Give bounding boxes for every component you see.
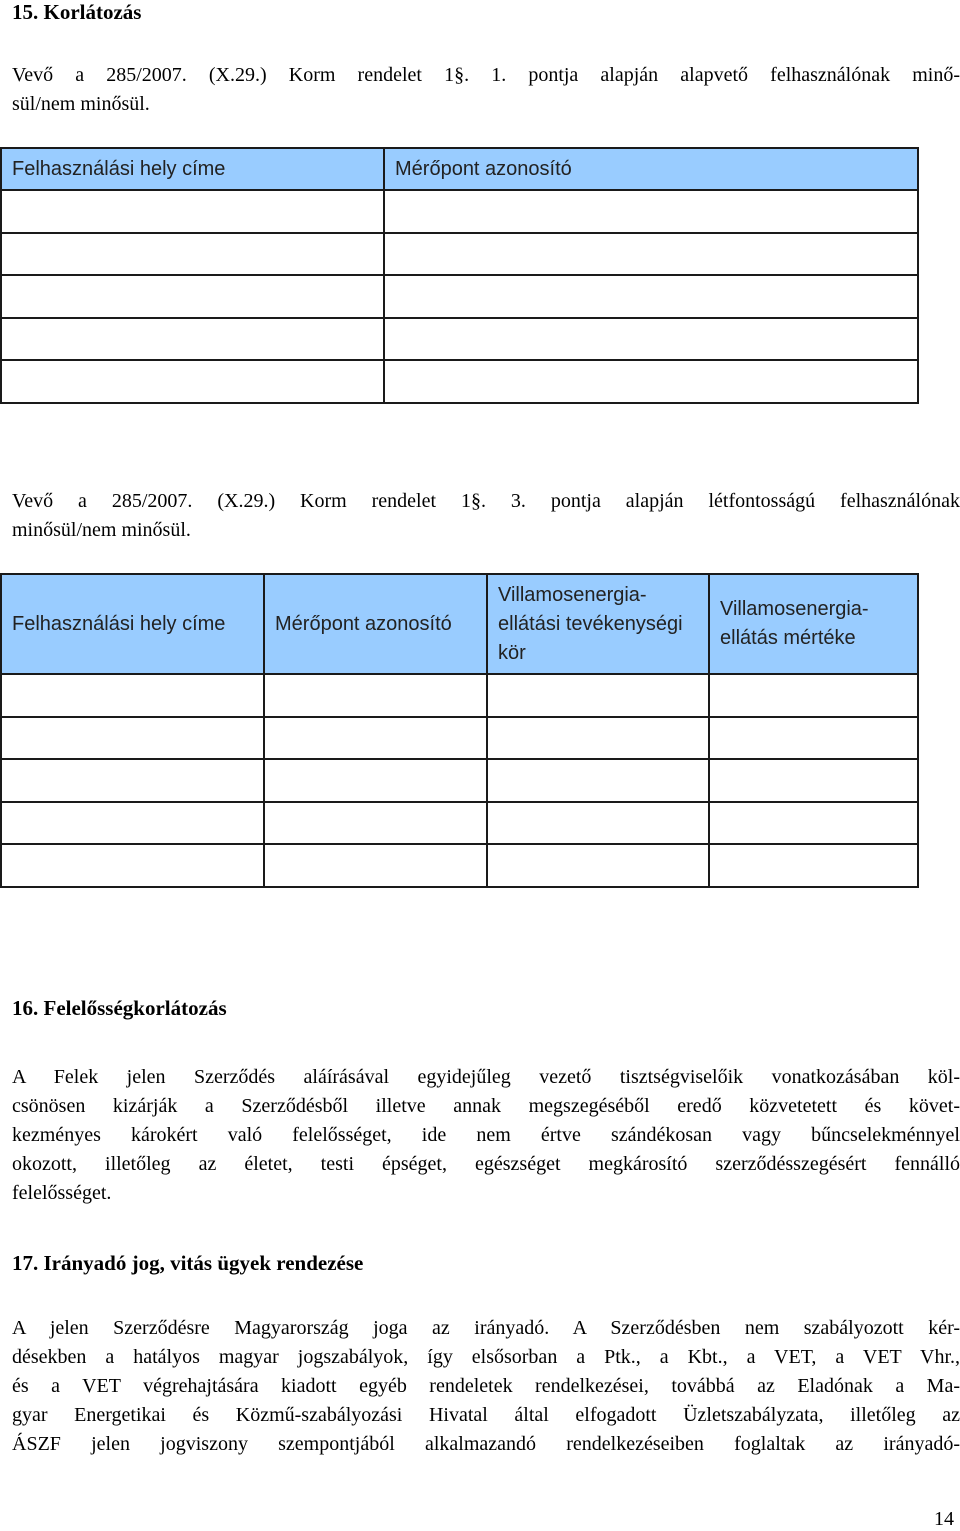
table-cell[interactable] [264,674,487,717]
section-16-heading: 16. Felelősségkorlátozás [12,996,227,1020]
text-line: A jelen Szerződésre Magyarország joga az irányadó. A Szerződésben nem szabályozott kér- [12,1317,960,1339]
table-cell[interactable] [384,233,918,275]
table-cell[interactable] [1,717,264,759]
table-cell[interactable] [487,802,709,844]
metering-point-table [0,147,919,404]
table-row [1,717,918,759]
text-line: désekben a hatályos magyar jogszabályok, így elsősorban a Ptk., a Kbt., a VET, a VET Vhr., [12,1346,960,1368]
text-line: okozott, illetőleg az életet, testi épséget, egészséget megkárosító szerződésszegésért fennálló [12,1153,960,1175]
table-cell[interactable] [1,275,384,318]
table-cell[interactable] [487,844,709,887]
table-cell[interactable] [264,717,487,759]
table-row [1,233,918,275]
table-cell[interactable] [384,360,918,403]
text-line: A Felek jelen Szerződés aláírásával egyidejűleg vezető tisztségviselőik vonatkozásában köl- [12,1066,960,1088]
table-header-activity-scope: Villamosenergia-ellátási tevékenységi kör [487,574,709,674]
section-16-paragraph [12,1063,960,1208]
table-row [1,674,918,717]
text-line: Vevő a 285/2007. (X.29.) Korm rendelet 1§. 1. pontja alapján alapvető felhasználónak minő- [12,64,960,86]
section-17-paragraph [12,1314,960,1459]
table-cell[interactable] [384,190,918,233]
table-cell[interactable] [264,759,487,802]
table-cell[interactable] [264,802,487,844]
text-line: ÁSZF jelen jogviszony szempontjából alkalmazandó rendelkezéseiben foglaltak az irányadó- [12,1433,960,1455]
table-cell[interactable] [384,275,918,318]
table-header-address: Felhasználási hely címe [1,574,264,674]
text-line: és a VET végrehajtására kiadott egyéb rendeletek rendelkezései, továbbá az Eladónak a Ma- [12,1375,960,1397]
section-15-heading: 15. Korlátozás [12,0,142,24]
table-row [1,190,918,233]
table-cell[interactable] [264,844,487,887]
table-header-meter-id: Mérőpont azonosító [384,148,918,190]
table-cell[interactable] [1,233,384,275]
table-row [1,802,918,844]
table-row [1,759,918,802]
table-cell[interactable] [709,674,918,717]
text-line: felelősséget. [12,1182,112,1204]
table-row [1,318,918,360]
section-15-paragraph-2 [12,487,960,545]
table-cell[interactable] [709,717,918,759]
table-cell[interactable] [709,759,918,802]
table-cell[interactable] [709,844,918,887]
text-line: Vevő a 285/2007. (X.29.) Korm rendelet 1§. 3. pontja alapján létfontosságú felhasználónak [12,490,960,512]
table-cell[interactable] [487,759,709,802]
table-row [1,844,918,887]
table-cell[interactable] [384,318,918,360]
table-header-address: Felhasználási hely címe [1,148,384,190]
page-number: 14 [934,1508,954,1530]
table-cell[interactable] [1,190,384,233]
table-cell[interactable] [709,802,918,844]
table-cell[interactable] [1,674,264,717]
critical-consumer-table [0,573,919,888]
table-cell[interactable] [487,717,709,759]
text-line: csönösen kizárják a Szerződésből illetve annak megszegéséből eredő közvetetett és követ- [12,1095,960,1117]
table-cell[interactable] [1,844,264,887]
table-row [1,275,918,318]
table-header-supply-level: Villamosenergia-ellátás mértéke [709,574,918,674]
text-line: kezményes károkért való felelősséget, ide nem értve szándékosan vagy bűncselekménnyel [12,1124,960,1146]
table-cell[interactable] [487,674,709,717]
table-cell[interactable] [1,759,264,802]
table-header-meter-id: Mérőpont azonosító [264,574,487,674]
text-line: gyar Energetikai és Közmű-szabályozási Hivatal által elfogadott Üzletszabályzata, illetőleg az [12,1404,960,1426]
table-cell[interactable] [1,318,384,360]
table-cell[interactable] [1,802,264,844]
section-17-heading: 17. Irányadó jog, vitás ügyek rendezése [12,1251,364,1275]
text-line: minősül/nem minősül. [12,519,191,541]
table-row [1,360,918,403]
table-cell[interactable] [1,360,384,403]
section-15-paragraph-1 [12,61,960,119]
text-line: sül/nem minősül. [12,93,150,115]
